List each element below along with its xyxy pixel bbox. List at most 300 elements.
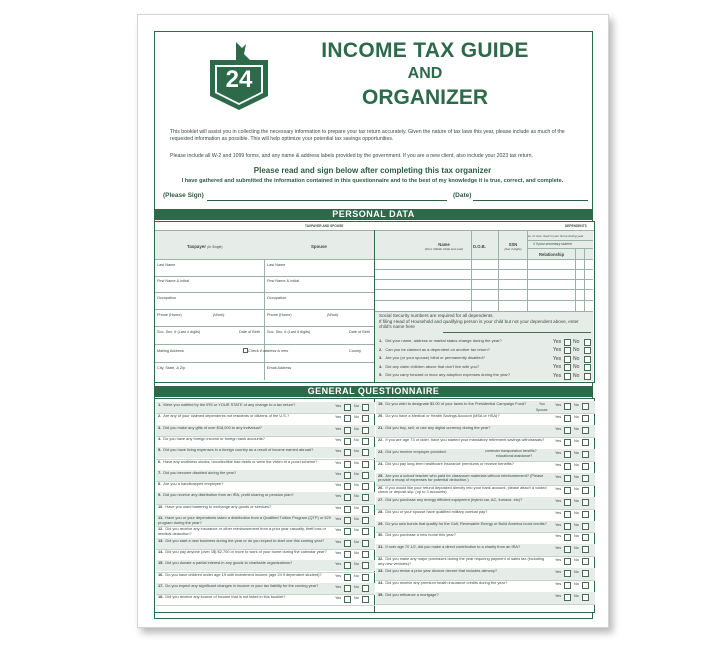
question-number: 35.: [378, 592, 384, 598]
no-label: No: [354, 426, 359, 431]
no-label: No: [354, 584, 359, 589]
no-label: No: [354, 437, 359, 442]
general-question-27: [378, 498, 551, 503]
no-checkbox[interactable]: [362, 427, 369, 434]
no-checkbox[interactable]: [362, 596, 369, 603]
no-checkbox[interactable]: [582, 582, 589, 589]
yes-label: Yes: [553, 372, 562, 379]
yes-checkbox[interactable]: [564, 546, 571, 553]
no-checkbox[interactable]: [582, 439, 589, 446]
personal-question-5: [379, 373, 549, 378]
question-text: Are any of your claimed dependents not residents or citizens of the U.S.?: [163, 413, 290, 419]
question-number: 14.: [158, 548, 164, 554]
yes-label: Yes: [555, 474, 562, 479]
no-label: No: [574, 558, 579, 563]
dep-name-header: Name (First, Middle Initial and Last): [424, 242, 464, 251]
question-text: Did you purchase a new home this year?: [385, 532, 456, 538]
yes-label: Yes: [335, 505, 342, 510]
q23-sub2: educational assistance?: [496, 454, 533, 458]
question-number: 2.: [158, 413, 162, 419]
yes-label: Yes: [335, 449, 342, 454]
tp-phone-home-label: Phone (Home): [157, 313, 182, 317]
question-text: Did you pay anyone (over 1$) $2,700 or more to work of your home during the calendar year?: [165, 548, 327, 554]
question-number: 1.: [158, 402, 162, 407]
question-text: Were you notified by the IRS or YOUR STATE of any change to a tax return?: [163, 402, 296, 407]
no-checkbox[interactable]: [582, 463, 589, 470]
no-checkbox[interactable]: [582, 570, 589, 577]
question-text: Did you purchase any energy efficient equipment (hybrid car, AC, furnace, etc)?: [385, 496, 523, 502]
question-number: 8.: [158, 481, 162, 487]
question-text: Did any claim children above that don't live with you?: [385, 363, 480, 369]
no-label: No: [354, 483, 359, 488]
no-checkbox[interactable]: [362, 472, 369, 479]
no-label: No: [354, 404, 359, 408]
question-number: 33.: [378, 568, 384, 574]
yes-checkbox[interactable]: [564, 439, 571, 446]
personal-data-section: [154, 221, 595, 383]
question-text: Are you a handicapped employee?: [163, 481, 224, 487]
no-checkbox[interactable]: [582, 487, 589, 494]
signature-heading: Please read and sign below after completing this tax organizer: [253, 166, 492, 175]
sp-first-name-label: First Name & Initial: [267, 279, 300, 283]
question-text: If over age 70 1/2, did you make a direct contribution to a charity from an IRA?: [385, 544, 521, 550]
general-question-30: [378, 533, 551, 538]
no-checkbox[interactable]: [362, 461, 369, 468]
no-checkbox[interactable]: [362, 438, 369, 445]
no-label: No: [354, 494, 359, 499]
question-number: 30.: [378, 532, 384, 538]
yes-checkbox[interactable]: [564, 415, 571, 422]
yes-checkbox[interactable]: [344, 494, 351, 501]
no-label: No: [573, 338, 580, 345]
yes-checkbox[interactable]: [564, 558, 571, 565]
sp-last-name-label: Last Name: [267, 263, 286, 267]
no-label: No: [354, 471, 359, 476]
yes-checkbox[interactable]: [344, 415, 351, 422]
question-text: Did you receive any distribution from an IRA, profit sharing or pension plan?: [163, 492, 294, 498]
yes-label: Yes: [335, 426, 342, 431]
no-checkbox[interactable]: [362, 562, 369, 569]
yes-label: Yes: [553, 364, 562, 371]
no-checkbox[interactable]: [362, 415, 369, 422]
yes-checkbox[interactable]: [564, 373, 571, 380]
yes-label: Yes: [335, 528, 342, 533]
question-text: Did you receive any source of income that is not listed in this booklet?: [165, 594, 286, 600]
no-checkbox[interactable]: [584, 347, 591, 354]
yes-label: Yes: [335, 573, 342, 578]
no-checkbox[interactable]: [584, 373, 591, 380]
general-question-5: [158, 448, 331, 453]
no-checkbox[interactable]: [362, 506, 369, 513]
no-checkbox[interactable]: [362, 540, 369, 547]
question-text: Have you used bartering to exchange any goods or services?: [165, 503, 272, 509]
no-label: No: [573, 372, 580, 379]
question-number: 3.: [158, 424, 162, 430]
question-text: Have you or your dependents taken a distribution from a Qualified Tuition Program (QTP) or 529 program during the year?: [158, 515, 331, 525]
yes-label: Yes: [335, 494, 342, 499]
no-label: No: [574, 546, 579, 551]
no-label: No: [354, 517, 359, 521]
yes-checkbox[interactable]: [344, 596, 351, 603]
no-label: No: [354, 415, 359, 420]
no-label: No: [574, 570, 579, 575]
yes-checkbox[interactable]: [564, 463, 571, 470]
general-question-6: [158, 460, 331, 465]
no-label: No: [574, 522, 579, 527]
dep-relationship-header: Relationship: [539, 252, 565, 257]
tp-dob-label: Date of Birth: [239, 330, 261, 334]
no-label: No: [354, 505, 359, 510]
question-number: 18.: [158, 594, 164, 600]
general-question-29: [378, 522, 551, 527]
yes-checkbox[interactable]: [564, 570, 571, 577]
yes-label: Yes: [335, 471, 342, 476]
no-checkbox[interactable]: [582, 451, 589, 458]
question-number: 1.: [379, 338, 383, 343]
question-text: Did you buy, sell, or use any digital currency during the year?: [385, 424, 491, 430]
no-checkbox[interactable]: [362, 528, 369, 535]
general-question-9: [158, 493, 331, 498]
question-number: 7.: [158, 469, 162, 475]
tp-occupation-label: Occupation: [157, 296, 177, 300]
dep-school-note: X if post-secondary student: [533, 242, 572, 246]
yes-checkbox[interactable]: [344, 540, 351, 547]
no-label: No: [354, 562, 359, 567]
no-checkbox[interactable]: [582, 427, 589, 434]
city-state-zip-label: City, State, & Zip: [157, 366, 186, 370]
tp-phone-work-label: (Work): [213, 313, 225, 317]
yes-label: Yes: [555, 438, 562, 443]
sp-ssn-label: Soc. Sec. # (Last 4 digits): [267, 330, 311, 334]
no-label: No: [573, 355, 580, 362]
question-number: 27.: [378, 496, 384, 502]
no-checkbox[interactable]: [582, 594, 589, 601]
yes-checkbox[interactable]: [344, 472, 351, 479]
yes-checkbox[interactable]: [564, 582, 571, 589]
yes-checkbox[interactable]: [344, 562, 351, 569]
no-checkbox[interactable]: [582, 499, 589, 506]
badge-number: 24: [225, 66, 253, 93]
question-text: If you would like your refund deposited directly into your bank account, please attach a voided check or deposit slip. (up to 3 accounts): [378, 484, 547, 495]
general-question-24: [378, 462, 551, 467]
yes-label: Yes: [555, 546, 562, 551]
signature-line[interactable]: [207, 200, 447, 201]
no-checkbox[interactable]: [362, 551, 369, 558]
question-number: 29.: [378, 520, 384, 526]
no-checkbox[interactable]: [362, 494, 369, 501]
question-number: 21.: [378, 424, 384, 430]
question-text: Have any worthless stocks, uncollectible bad debts or were the victim of a ponzi scheme?: [163, 458, 318, 464]
no-label: No: [574, 534, 579, 539]
general-question-26: [378, 486, 551, 495]
yes-checkbox[interactable]: [344, 438, 351, 445]
question-number: 11.: [158, 515, 164, 520]
yes-checkbox[interactable]: [564, 427, 571, 434]
yes-label: Yes: [555, 450, 562, 455]
question-number: 10.: [158, 503, 164, 509]
yes-checkbox[interactable]: [564, 499, 571, 506]
personal-question-4: [379, 365, 549, 370]
question-number: 26.: [378, 484, 384, 490]
personal-data-bar: PERSONAL DATA: [154, 209, 593, 220]
sp-phone-work-label: (Work): [327, 313, 339, 317]
yes-label: Yes: [555, 498, 562, 503]
yes-label: Yes: [555, 414, 562, 419]
no-label: No: [354, 460, 359, 465]
question-text: Do you own bonds that qualify for the Gulf, Renewable Energy or Build America bond credits?: [385, 520, 547, 526]
question-text: Do you have a Medical or Health Savings Account (MSA or HSA)?: [385, 412, 500, 418]
yes-label: Yes: [555, 594, 562, 599]
dep-months-note: No. of mos. lived in your home during year: [527, 234, 584, 238]
title-line-1: INCOME TAX GUIDE: [321, 39, 529, 62]
general-question-32: [378, 557, 551, 566]
yes-checkbox[interactable]: [564, 594, 571, 601]
no-label: No: [574, 462, 579, 467]
yes-checkbox[interactable]: [344, 449, 351, 456]
no-label: No: [574, 438, 579, 443]
question-number: 34.: [378, 580, 384, 586]
question-text: Did you pay long-term healthcare insurance premiums or receive benefits?: [385, 460, 514, 466]
no-checkbox[interactable]: [582, 546, 589, 553]
yes-checkbox[interactable]: [344, 483, 351, 490]
tp-first-name-label: First Name & Initial: [157, 279, 190, 283]
signature-row: [163, 192, 583, 202]
personal-question-2: [379, 348, 549, 353]
yes-label: Yes: [555, 522, 562, 527]
general-question-3: [158, 426, 331, 431]
general-question-25: [378, 474, 551, 483]
yes-label: Yes: [553, 355, 562, 362]
question-text: Did you receive employer-provided:: [385, 448, 447, 454]
yes-label: Yes: [335, 437, 342, 442]
question-text: Did you make any major purchases during the year requiring payment of sales tax (including any new vehicles)?: [378, 556, 545, 567]
spouse-label: Spouse: [536, 408, 548, 412]
question-number: 12.: [158, 526, 164, 532]
general-question-21: [378, 426, 551, 431]
question-text: Can you be claimed as a dependent on another tax return?: [385, 346, 490, 352]
general-question-34: [378, 581, 551, 586]
question-number: 22.: [378, 436, 384, 442]
question-text: Did you receive any insurance or other reimbursement from a prior year casualty, theft loss or medical deduction?: [158, 526, 327, 536]
no-checkbox[interactable]: [584, 339, 591, 346]
question-number: 5.: [158, 447, 162, 453]
county-label: County: [349, 349, 362, 353]
taxpayer-header: Taxpayer (or Single): [187, 244, 223, 249]
question-number: 19.: [378, 401, 384, 406]
question-number: 4.: [158, 435, 162, 441]
question-text: Did you receive any premium health insurance credits during the year?: [385, 580, 508, 586]
yes-checkbox[interactable]: [344, 506, 351, 513]
general-question-11: [158, 516, 331, 525]
question-number: 16.: [158, 571, 164, 577]
you-label: You: [539, 402, 545, 406]
tp-ssn-label: Soc. Sec. # (Last 4 digits): [157, 330, 201, 334]
yes-checkbox[interactable]: [564, 403, 571, 410]
yes-label: Yes: [555, 403, 562, 407]
general-question-14: [158, 550, 331, 555]
tp-last-name-label: Last Name: [157, 263, 176, 267]
sp-dob-label: Date of Birth: [349, 330, 371, 334]
no-checkbox[interactable]: [584, 356, 591, 363]
question-number: 9.: [158, 492, 162, 498]
no-label: No: [354, 573, 359, 578]
question-number: 23.: [378, 448, 384, 454]
yes-label: Yes: [555, 426, 562, 431]
general-question-4: [158, 437, 331, 442]
no-label: No: [354, 550, 359, 555]
general-question-20: [378, 414, 551, 419]
no-label: No: [354, 539, 359, 544]
no-label: No: [574, 510, 579, 515]
yes-label: Yes: [555, 534, 562, 539]
no-label: No: [573, 364, 580, 371]
question-text: Did you or your spouse have qualified military combat pay?: [385, 508, 488, 514]
yes-checkbox[interactable]: [564, 523, 571, 530]
yes-label: Yes: [335, 562, 342, 567]
page-title: [290, 40, 560, 108]
q23-sub1: commuter transportation benefits?: [485, 449, 537, 453]
yes-checkbox[interactable]: [344, 517, 351, 524]
dependents-caption: DEPENDENTS: [565, 224, 587, 228]
yes-checkbox[interactable]: [344, 461, 351, 468]
yes-checkbox[interactable]: [564, 511, 571, 518]
yes-label: Yes: [335, 404, 342, 408]
no-checkbox[interactable]: [582, 475, 589, 482]
yes-label: Yes: [335, 460, 342, 465]
dep-ssn-header: SSN (last 4 digits): [504, 242, 522, 251]
no-checkbox[interactable]: [582, 558, 589, 565]
general-questionnaire-bar: GENERAL QUESTIONNAIRE: [154, 386, 593, 397]
question-text: Did you make any gifts of over $18,000 to any individual?: [163, 424, 262, 430]
no-checkbox[interactable]: [584, 364, 591, 371]
no-checkbox[interactable]: [362, 404, 369, 411]
yes-label: Yes: [335, 517, 342, 521]
general-question-33: [378, 569, 551, 574]
yes-checkbox[interactable]: [564, 451, 571, 458]
date-label: (Date): [453, 192, 472, 199]
general-question-13: [158, 539, 331, 544]
no-checkbox[interactable]: [582, 403, 589, 410]
general-question-7: [158, 471, 331, 476]
yes-checkbox[interactable]: [564, 347, 571, 354]
no-checkbox[interactable]: [362, 574, 369, 581]
general-question-8: [158, 482, 331, 487]
no-label: No: [354, 449, 359, 454]
no-checkbox[interactable]: [362, 585, 369, 592]
no-label: No: [574, 486, 579, 491]
yes-label: Yes: [335, 550, 342, 555]
question-text: Did you donate a partial interest in any goods to charitable organizations?: [165, 560, 293, 566]
general-question-16: [158, 573, 331, 578]
personal-question-1: [379, 339, 549, 344]
question-text: Did you carry forward or incur any adoption expenses during the year?: [385, 372, 511, 378]
yes-checkbox[interactable]: [344, 551, 351, 558]
question-text: Did you have living expenses in a foreign country as a result of income earned abroad?: [163, 447, 314, 453]
taxpayer-spouse-caption: TAXPAYER AND SPOUSE: [305, 224, 344, 228]
question-number: 20.: [378, 412, 384, 418]
yes-label: Yes: [555, 558, 562, 563]
yes-checkbox[interactable]: [344, 404, 351, 411]
question-text: Did you become disabled during the year?: [163, 469, 237, 475]
no-checkbox[interactable]: [362, 483, 369, 490]
no-checkbox[interactable]: [582, 523, 589, 530]
yes-checkbox[interactable]: [344, 574, 351, 581]
yes-checkbox[interactable]: [564, 475, 571, 482]
no-label: No: [574, 426, 579, 431]
yes-checkbox[interactable]: [564, 364, 571, 371]
no-checkbox[interactable]: [582, 534, 589, 541]
yes-label: Yes: [555, 510, 562, 515]
yes-checkbox[interactable]: [344, 585, 351, 592]
signature-statement: I have gathered and submitted the information contained in this questionnaire and to the best of my knowledge it is true, correct, and complete.: [181, 178, 564, 184]
question-number: 17.: [158, 582, 164, 588]
yes-label: Yes: [335, 483, 342, 488]
yes-label: Yes: [555, 462, 562, 467]
yes-label: Yes: [553, 338, 562, 345]
question-text: Did you refinance a mortgage?: [385, 592, 439, 598]
question-text: Did your name, address or marital status change during the year?: [385, 338, 502, 343]
question-text: Did you start a new business during the year or do you expect to start one this coming year?: [165, 537, 325, 543]
no-label: No: [573, 347, 580, 354]
yes-label: Yes: [555, 486, 562, 491]
no-label: No: [574, 450, 579, 455]
question-text: Do you have any foreign income or foreign bank accounts?: [163, 435, 265, 441]
question-number: 15.: [158, 560, 164, 566]
no-checkbox[interactable]: [362, 449, 369, 456]
yes-checkbox[interactable]: [564, 356, 571, 363]
no-checkbox[interactable]: [582, 511, 589, 518]
title-line-2: AND: [407, 65, 443, 82]
yes-label: Yes: [555, 570, 562, 575]
no-label: No: [354, 528, 359, 533]
yes-label: Yes: [335, 539, 342, 544]
general-question-1: [158, 403, 331, 408]
general-question-12: [158, 527, 331, 536]
general-question-17: [158, 584, 331, 589]
date-line[interactable]: [473, 200, 588, 201]
general-question-10: [158, 505, 331, 510]
question-number: 6.: [158, 458, 162, 464]
question-number: 31.: [378, 544, 384, 550]
yes-label: Yes: [335, 596, 342, 601]
yes-label: Yes: [553, 347, 562, 354]
yes-checkbox[interactable]: [564, 534, 571, 541]
intro-paragraph-2: Please include all W-2 and 1099 forms, and any name & address labels provided by the government. If you are a new client, also include your 2023 tax return.: [170, 153, 533, 159]
general-question-35: [378, 593, 551, 598]
question-number: 4.: [379, 363, 383, 369]
general-question-15: [158, 561, 331, 566]
general-question-18: [158, 595, 331, 600]
yes-checkbox[interactable]: [344, 528, 351, 535]
yes-checkbox[interactable]: [344, 427, 351, 434]
email-label: Email Address: [267, 366, 292, 370]
no-label: No: [574, 474, 579, 479]
no-checkbox[interactable]: [582, 415, 589, 422]
question-number: 13.: [158, 537, 164, 543]
question-text: Did you revise a prior year divorce decree that includes alimony?: [385, 568, 498, 574]
title-line-3: ORGANIZER: [362, 86, 488, 109]
sign-label: (Please Sign): [163, 192, 204, 199]
general-question-19: [378, 402, 551, 407]
no-checkbox[interactable]: [362, 517, 369, 524]
yes-label: Yes: [335, 584, 342, 589]
dep-dob-header: D.O.B.: [473, 244, 486, 249]
yes-checkbox[interactable]: [564, 487, 571, 494]
question-number: 3.: [379, 355, 383, 361]
yes-checkbox[interactable]: [564, 339, 571, 346]
ssn-required-note: Social Security numbers are required for all dependents. If filing Head of Household and qualifying person is your child but not your dependent above, enter child's name here: [379, 313, 579, 330]
question-text: If you are age 73 or older, have you started your mandatory retirement savings withdrawals?: [385, 436, 545, 442]
